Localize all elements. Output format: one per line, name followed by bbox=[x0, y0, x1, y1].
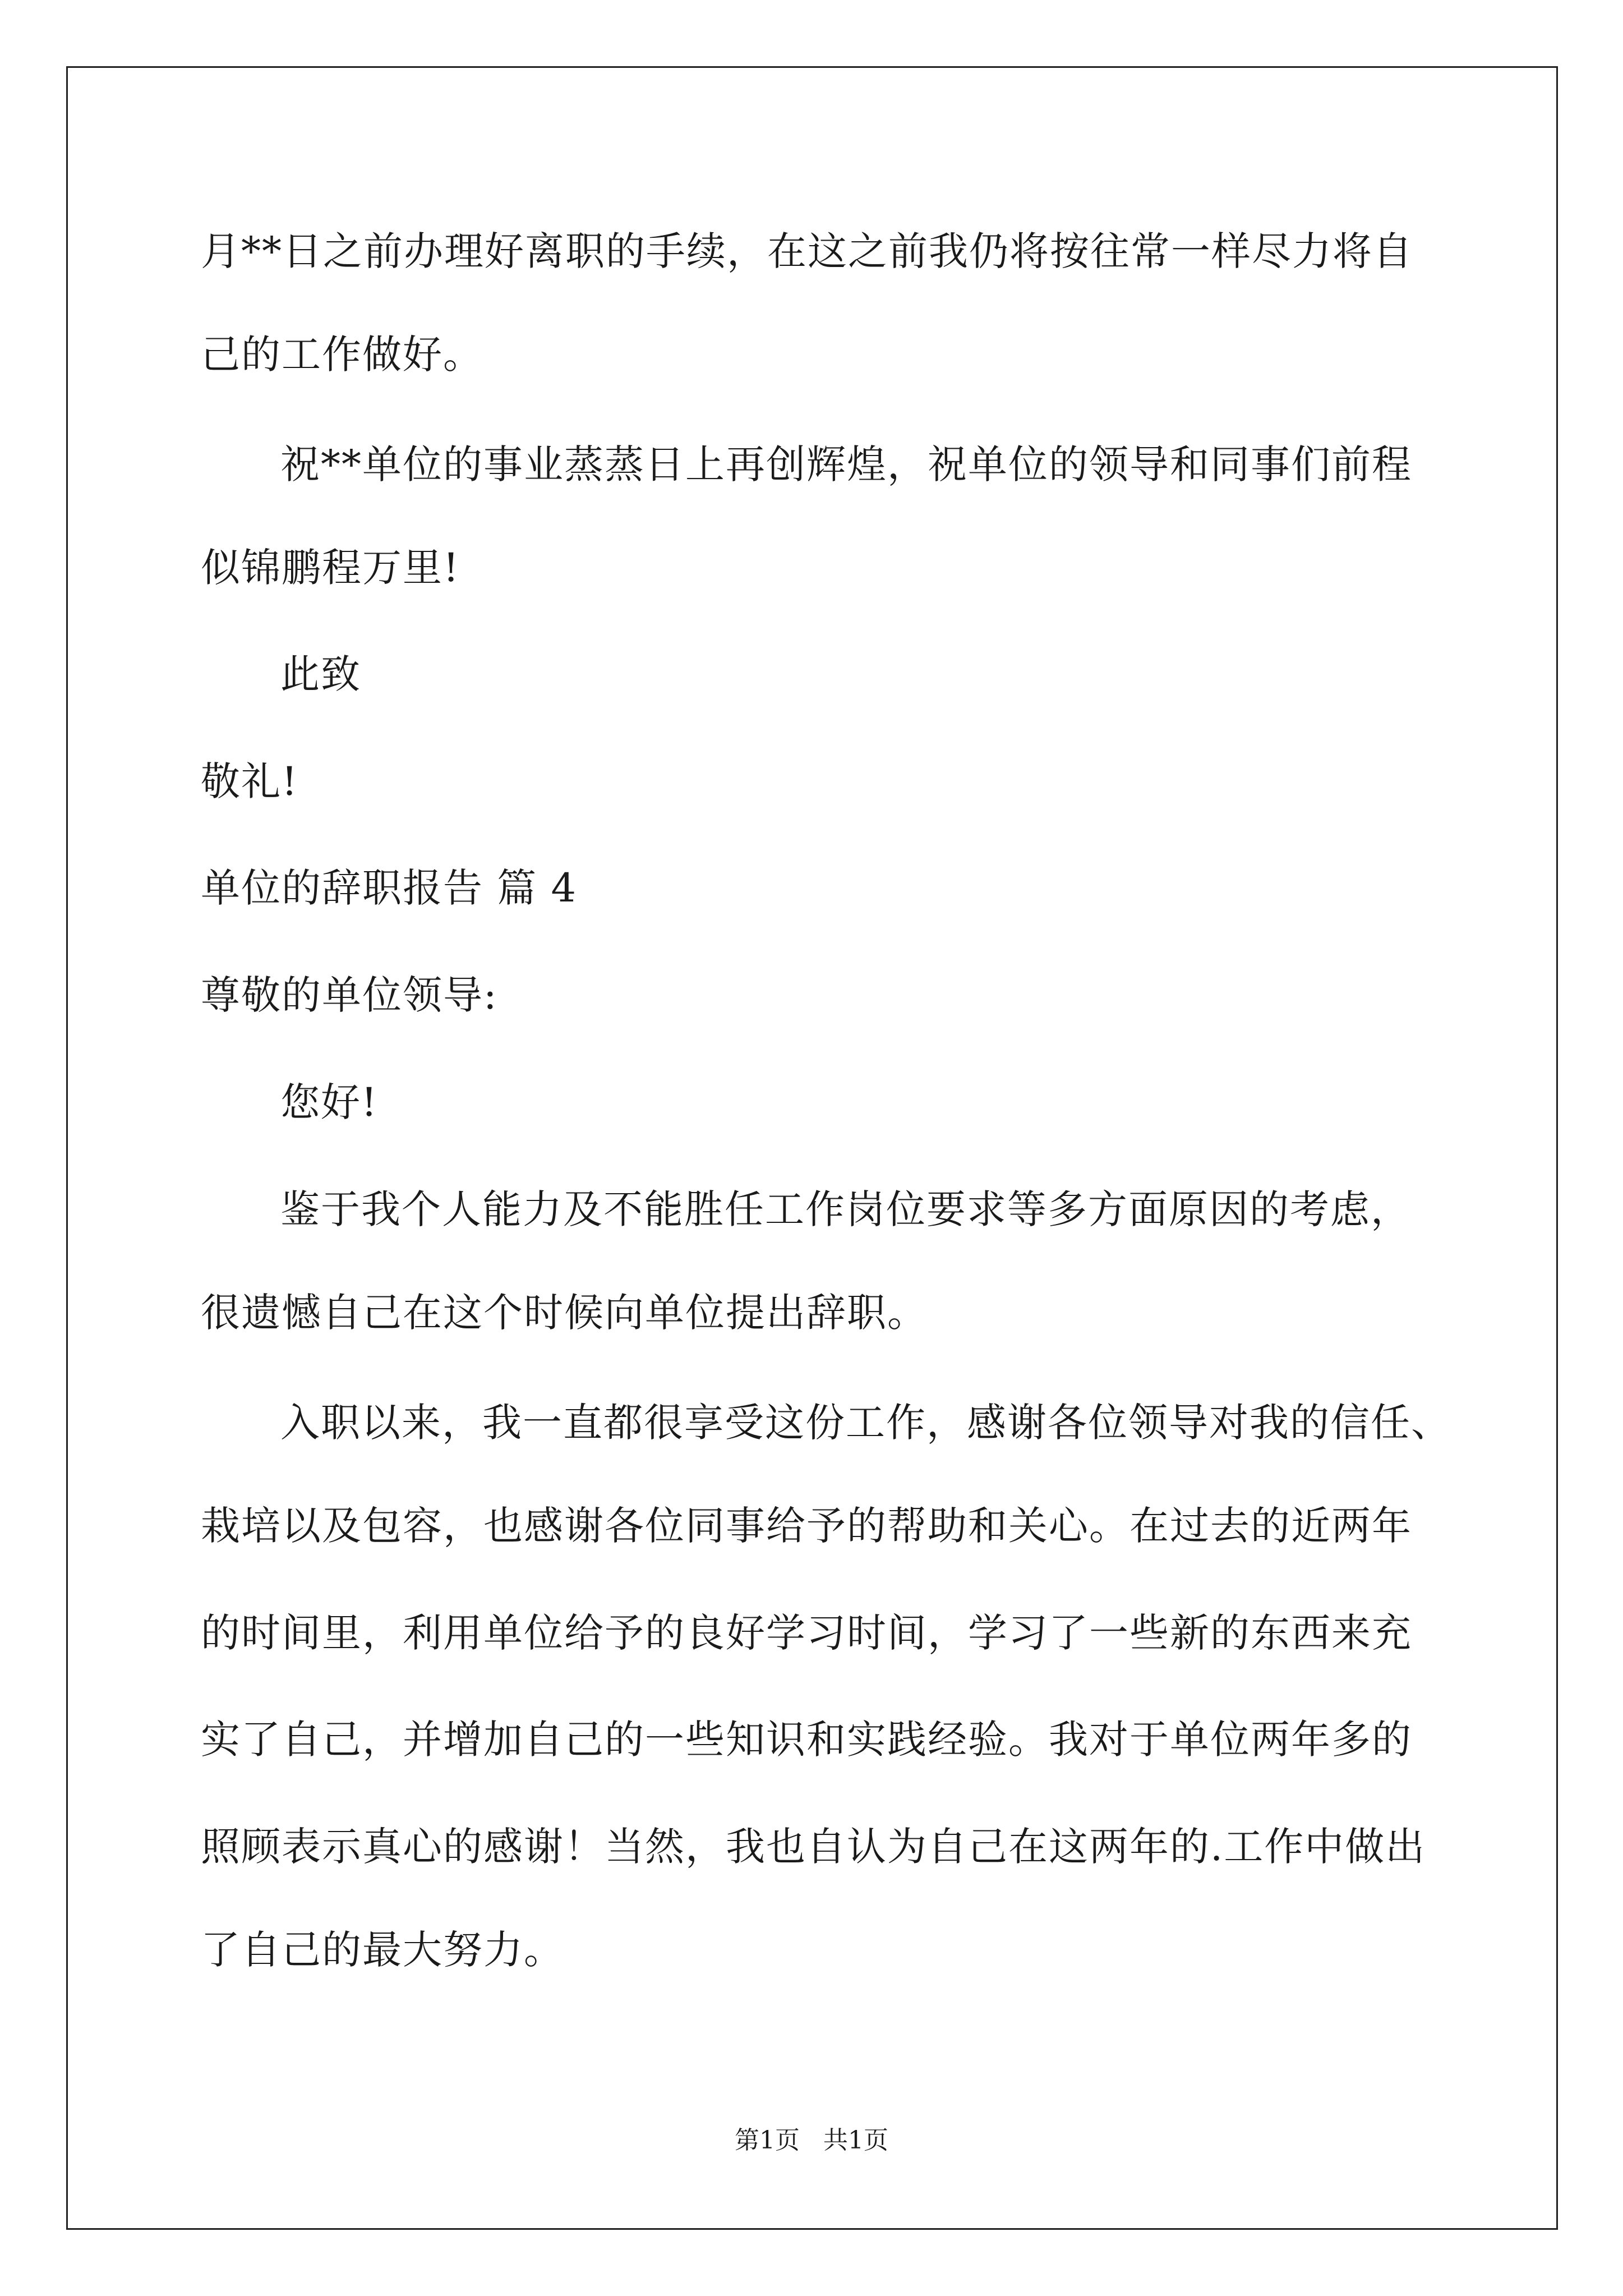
text-line-14: 的时间里，利用单位给予的良好学习时间，学习了一些新的东西来充 bbox=[201, 1610, 1412, 1656]
text-line-3: 祝**单位的事业蒸蒸日上再创辉煌，祝单位的领导和同事们前程 bbox=[280, 441, 1412, 487]
section-heading: 单位的辞职报告 篇 4 bbox=[201, 865, 578, 911]
text-line-6: 敬礼! bbox=[201, 758, 299, 804]
salutation: 尊敬的单位领导: bbox=[201, 972, 498, 1018]
page-total: 共1页 bbox=[823, 2126, 888, 2155]
greeting: 您好! bbox=[280, 1079, 379, 1125]
text-line-12: 入职以来，我一直都很享受这份工作，感谢各位领导对我的信任、 bbox=[280, 1400, 1451, 1446]
text-line-13: 栽培以及包容，也感谢各位同事给予的帮助和关心。在过去的近两年 bbox=[201, 1503, 1412, 1549]
text-line-15: 实了自己，并增加自己的一些知识和实践经验。我对于单位两年多的 bbox=[201, 1717, 1412, 1763]
text-line-10: 鉴于我个人能力及不能胜任工作岗位要求等多方面原因的考虑， bbox=[280, 1186, 1411, 1232]
page-number: 第1页 bbox=[735, 2126, 800, 2155]
text-line-11: 很遗憾自己在这个时候向单位提出辞职。 bbox=[201, 1290, 928, 1336]
text-line-16: 照顾表示真心的感谢！当然，我也自认为自己在这两年的.工作中做出 bbox=[201, 1824, 1426, 1870]
page-footer bbox=[0, 2124, 1623, 2157]
page-border bbox=[66, 66, 1558, 2230]
text-line-2: 己的工作做好。 bbox=[201, 332, 483, 378]
text-line-17: 了自己的最大努力。 bbox=[201, 1927, 564, 1973]
text-line-4: 似锦鹏程万里! bbox=[201, 545, 460, 591]
text-line-5: 此致 bbox=[280, 651, 361, 697]
text-line-1: 月**日之前办理好离职的手续，在这之前我仍将按往常一样尽力将自 bbox=[201, 228, 1413, 274]
